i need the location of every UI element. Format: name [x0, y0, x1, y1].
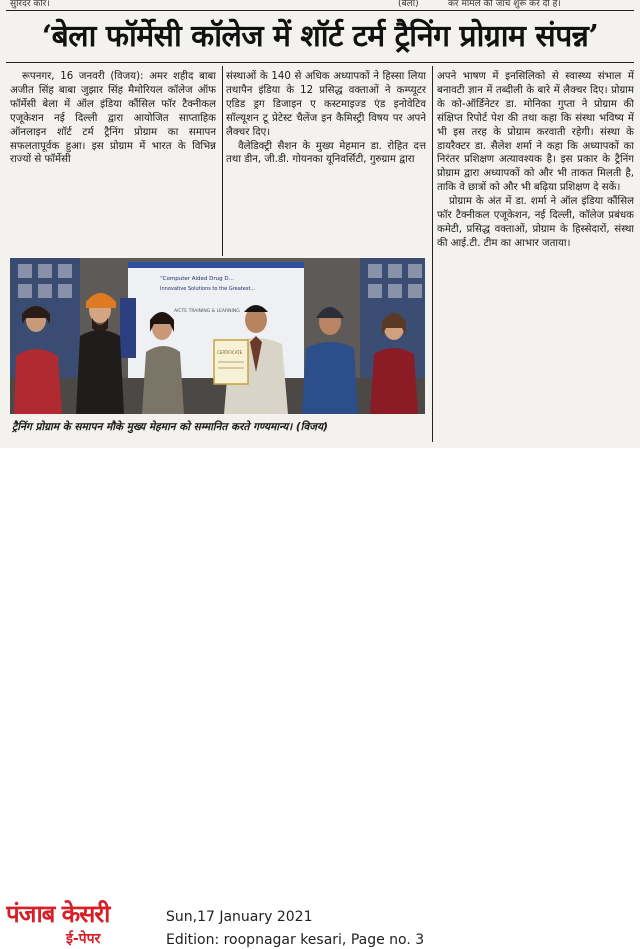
banner-line-2: Innovative Solutions to the Greatest...: [160, 286, 256, 292]
article-paragraph: रूपनगर, 16 जनवरी (विजय): अमर शहीद बाबा अजीत सिंह बाबा जुझार सिंह मैमोरियल कॉलेज ऑफ फॉर्मेसी बेला में ऑल इंडिया कौंसिल फॉर टैक्नीकल एजूकेशन नई दिल्ली द्वारा आयोजित साप्ताहिक ऑनलाइन शॉर्ट टर्म ट्रैनिंग प्रोग्राम का समापन सफलतापूर्वक हुआ। इस प्रोग्राम में भारत के विभिन्न राज्यों से फॉर्मेसी: [10, 71, 216, 166]
epaper-footer: [0, 448, 640, 948]
top-rule: [6, 10, 634, 11]
certificate-text: CERTIFICATE: [217, 350, 243, 355]
event-photo: [10, 258, 425, 414]
top-strip-left: सुरिदर कौर।: [10, 0, 50, 9]
column-divider-1: [222, 66, 223, 256]
article-paragraph: प्रोग्राम के अंत में डा. शर्मा ने ऑल इंडिया कौंसिल फॉर टैक्नीकल एजूकेशन, नई दिल्ली, कॉलेज प्रबंधक कमेटी, प्रसिद्ध वक्ताओं, प्रोग्राम के हिस्सेदारों, संस्था की आई.टी. टीम का आभार जताया।: [437, 196, 634, 249]
photo-caption: ट्रैनिंग प्रोग्राम के समापन मौके मुख्य मेहमान को सम्मानित करते गण्यमान्य। (विजय): [12, 421, 328, 433]
top-strip-middle: (बेला): [398, 0, 419, 9]
article-column-3: [437, 70, 634, 440]
publication-logo: पंजाब केसरी: [6, 900, 110, 928]
edition-info: Edition: roopnagar kesari, Page no. 3: [166, 932, 425, 948]
headline: ‘बेला फॉर्मेसी कॉलेज में शॉर्ट टर्म ट्रैनिंग प्रोग्राम संपन्न’: [41, 19, 599, 54]
article-column-2: [226, 70, 426, 256]
banner-small: AICTE TRAINING & LEARNING: [174, 309, 240, 314]
banner-line-1: “Computer Aided Drug D...: [160, 276, 234, 282]
article-paragraph: अपने भाषण में इनसिलिको से स्वास्थ्य संभाल में बनावटी ज्ञान में तब्दीली के बारे में लैक्चर दिए। प्रोग्राम के को-ऑर्डिनेटर डा. मोनिका गुप्ता ने प्रोग्राम की संक्षिप्त रिपोर्ट पेश की तथा कहा कि संस्था भविष्य में भी इस तरह के प्रोग्राम करवाती रहेगी। संस्था के डायरैक्टर डा. सैलेश शर्मा ने कहा कि अध्यापकों का निरंतर प्रशिक्षण अत्यावश्यक है। इस प्रकार के ट्रैनिंग प्रोग्राम द्वारा अध्यापकों को और भी ताकत मिलती है, ताकि वे छात्रों को और भी बढ़िया प्रशिक्षण दे सकें।: [437, 71, 634, 194]
headline-rule: [6, 62, 634, 63]
article-column-1: [10, 70, 216, 256]
newspaper-clipping: [0, 0, 640, 448]
article-paragraph: वैलेडिक्ट्री सैशन के मुख्य मेहमान डा. रोहित दत्त तथा डीन, जी.डी. गोयनका यूनिवर्सिटी, गुरुग्राम द्वारा: [226, 140, 426, 166]
top-strip-right: कर मामले की जांच शुरू कर दी है।: [448, 0, 561, 9]
certificate: [214, 340, 248, 384]
column-divider-2: [432, 66, 433, 442]
edition-date: Sun,17 January 2021: [166, 909, 313, 925]
publication-logo-subtitle: ई-पेपर: [66, 931, 101, 947]
article-paragraph: संस्थाओं के 140 से अधिक अध्यापकों ने हिस्सा लिया तथापैन इंडिया के 12 प्रसिद्ध वक्ताओं ने कम्प्यूटर एडिड ड्रग डिजाइन ए कस्टमाइज्ड एंड इनोवेटिव सॉल्यूशन टू प्रेटेस्ट चैलेंज इन कैमिस्ट्री विषय पर अपने लैक्चर दिए।: [226, 71, 426, 138]
